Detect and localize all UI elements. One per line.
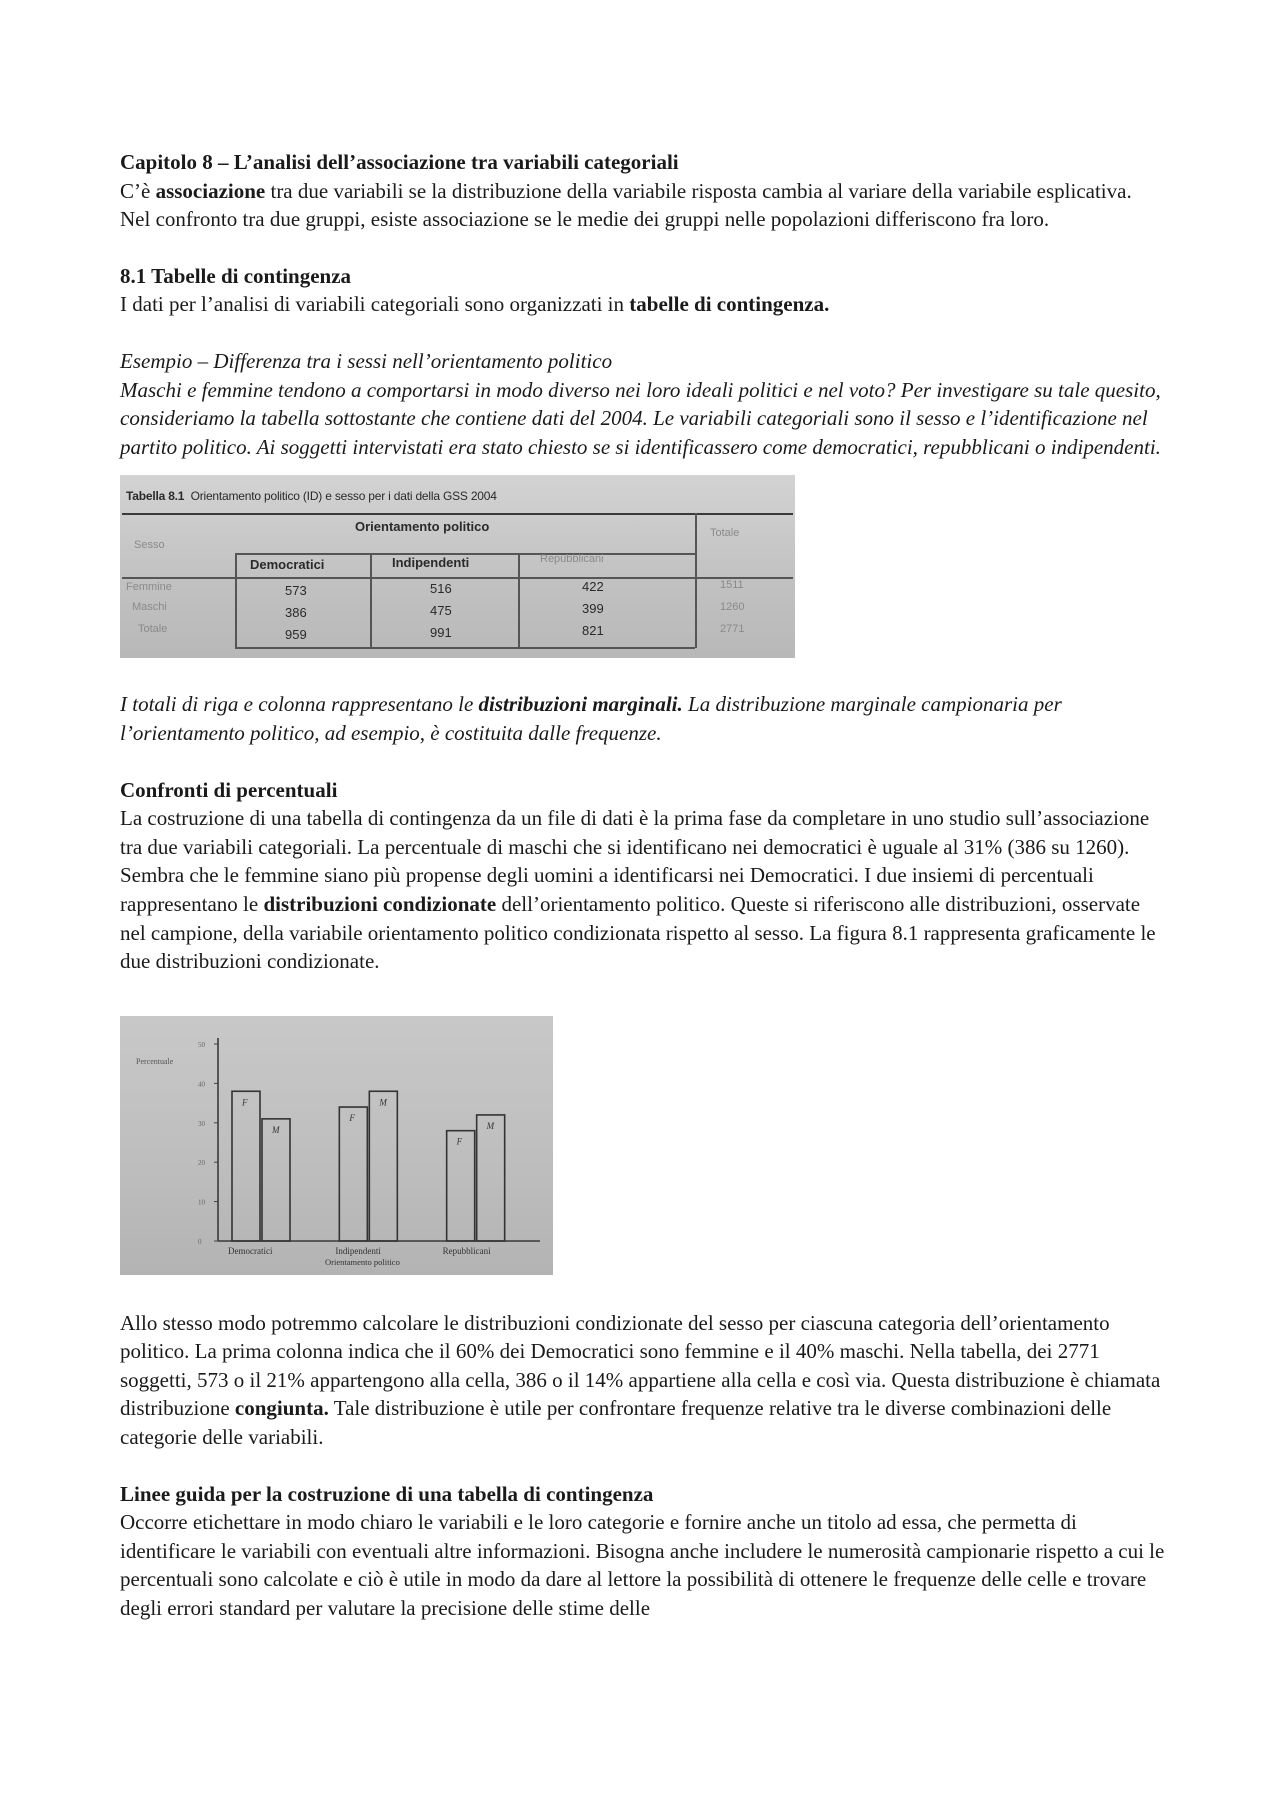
bar <box>339 1107 367 1241</box>
table-cell: 475 <box>430 603 452 619</box>
table-row-header: Sesso <box>134 539 165 552</box>
bar <box>232 1091 260 1241</box>
linee-guida-paragraph: Occorre etichettare in modo chiaro le variabili e le loro categorie e fornire anche un titolo ad essa, che permetta di identificare le variabili con eventuali altre informazioni. Bisogna anche includere le numerosità campionarie rispetto a cui le percentuali sono calcolate e ciò è utile in modo da dare al lettore la possibilità di ottenere le frequenze delle celle e trovare degli errori standard per valutare la precisione delle stime delle <box>120 1510 1165 1621</box>
marginal-text-1: I totali di riga e colonna rappresentano le <box>120 692 479 717</box>
chapter-title: Capitolo 8 – L’analisi dell’associazione tra variabili categoriali <box>120 150 679 174</box>
table-cell-total: 2771 <box>720 623 745 636</box>
section-8-1-heading: 8.1 Tabelle di contingenza <box>120 263 352 288</box>
y-tick-label: 40 <box>198 1080 205 1089</box>
confronti-paragraph <box>120 804 1165 976</box>
table-cell: 422 <box>582 579 604 595</box>
y-tick-label: 50 <box>198 1040 205 1049</box>
table-cell: 821 <box>582 623 604 639</box>
marginal-bold: distribuzioni marginali. <box>478 692 683 717</box>
x-axis-label: Orientamento politico <box>325 1256 400 1267</box>
example-title: Esempio – Differenza tra i sessi nell’orientamento politico <box>120 348 613 373</box>
x-tick-label: Indipendenti <box>335 1245 381 1256</box>
table-cell-total: 1511 <box>720 579 744 592</box>
table-cell: 991 <box>430 625 452 641</box>
y-tick-label: 20 <box>198 1158 205 1167</box>
table-8-1-photo <box>120 475 795 658</box>
marginal-paragraph <box>120 690 1165 747</box>
section-8-1-bold: tabelle di contingenza. <box>629 292 830 317</box>
table-caption <box>126 489 497 503</box>
x-tick-label: Democratici <box>228 1245 273 1256</box>
intro-bold-term: associazione <box>155 178 266 203</box>
confronti-text-2: dell’orientamento politico. Queste si riferiscono alle distribuzioni, osservate nel campione, della variabile orientamento politico condizionata rispetto al sesso. La figura 8.1 rappresenta graficamente le due distribuzioni condizionate. <box>120 891 1156 974</box>
bar-series-label: M <box>486 1120 495 1131</box>
table-row-label: Totale <box>138 623 168 636</box>
y-tick-label: 10 <box>198 1198 205 1207</box>
bar-series-label: M <box>272 1124 280 1135</box>
table-cell: 959 <box>285 627 307 643</box>
bar-series-label: F <box>456 1136 463 1147</box>
section-8-1-paragraph <box>120 290 1165 319</box>
congiunta-paragraph <box>120 1309 1165 1452</box>
marginal-text-2: La distribuzione marginale campionaria per l’orientamento politico, ad esempio, è costituita dalle frequenze. <box>120 692 1062 745</box>
y-tick-label: 30 <box>198 1119 205 1128</box>
table-total-header: Totale <box>710 527 740 540</box>
bar-series-label: F <box>349 1112 355 1123</box>
table-cell: 573 <box>285 583 307 599</box>
bar-series-label: M <box>379 1096 387 1107</box>
table-row-label: Femmine <box>126 581 172 594</box>
table-caption-text: Orientamento politico (ID) e sesso per i dati della GSS 2004 <box>190 489 497 504</box>
table-cell-total: 1260 <box>720 601 745 614</box>
bar-chart-svg <box>120 1016 553 1275</box>
table-cell: 386 <box>285 605 307 621</box>
intro-text-2: tra due variabili se la distribuzione della variabile risposta cambia al variare della variabile esplicativa. Nel confronto tra due gruppi, esiste associazione se le medie dei gruppi nelle popolazioni differiscono fra loro. <box>120 178 1132 232</box>
congiunta-text-1: Allo stesso modo potremmo calcolare le distribuzioni condizionate del sesso per ciascuna categoria dell’orientamento politico. La prima colonna indica che il 60% dei Democratici sono femmine e il 40% maschi. Nella tabella, dei 2771 soggetti, 573 o il 21% appartengono alla cella, 386 o il 14% appartiene alla cella e così via. Questa distribuzione è chiamata distribuzione <box>120 1310 1161 1421</box>
bar <box>262 1119 290 1241</box>
figure-8-1-chart <box>120 1016 553 1275</box>
confronti-bold: distribuzioni condizionate <box>263 891 497 916</box>
table-col-header: Repubblicani <box>540 553 604 566</box>
bar <box>447 1130 475 1240</box>
example-body: Maschi e femmine tendono a comportarsi in modo diverso nei loro ideali politici e nel voto? Per investigare su tale quesito, consideriamo la tabella sottostante che contiene dati del 2004. Le variabili categoriali sono il sesso e l’identificazione nel partito politico. Ai soggetti intervistati era stato chiesto se si identificassero come democratici, repubblicani o indipendenti. <box>120 377 1161 459</box>
table-label: Tabella 8.1 <box>126 489 185 504</box>
y-axis-label: Percentuale <box>136 1056 174 1066</box>
confronti-heading: Confronti di percentuali <box>120 777 338 802</box>
table-cell: 399 <box>582 601 604 617</box>
table-group-header: Orientamento politico <box>355 519 490 535</box>
intro-text-1: C’è <box>120 178 156 203</box>
intro-paragraph <box>120 177 1165 234</box>
document-content <box>120 148 1165 1623</box>
table-row-label: Maschi <box>132 601 167 614</box>
congiunta-text-2: Tale distribuzione è utile per confrontare frequenze relative tra le diverse combinazioni delle categorie delle variabili. <box>120 1396 1112 1450</box>
x-tick-label: Repubblicani <box>442 1245 491 1256</box>
bar <box>369 1091 397 1241</box>
table-col-header: Democratici <box>250 557 325 573</box>
bar <box>477 1115 505 1241</box>
congiunta-bold: congiunta. <box>234 1396 329 1421</box>
linee-guida-heading: Linee guida per la costruzione di una tabella di contingenza <box>120 1481 654 1506</box>
confronti-text-1: La costruzione di una tabella di contingenza da un file di dati è la prima fase da completare in uno studio sull’associazione tra due variabili categoriali. La percentuale di maschi che si identificano nei democratici è uguale al 31% (386 su 1260). Sembra che le femmine siano più propense degli uomini a identificarsi nei Democratici. I due insiemi di percentuali rappresentano le <box>120 806 1150 916</box>
section-8-1-text: I dati per l’analisi di variabili categoriali sono organizzati in <box>120 292 630 317</box>
table-cell: 516 <box>430 581 452 597</box>
y-tick-label: 0 <box>198 1237 202 1246</box>
table-col-header: Indipendenti <box>392 555 470 571</box>
bar-series-label: F <box>242 1096 248 1107</box>
